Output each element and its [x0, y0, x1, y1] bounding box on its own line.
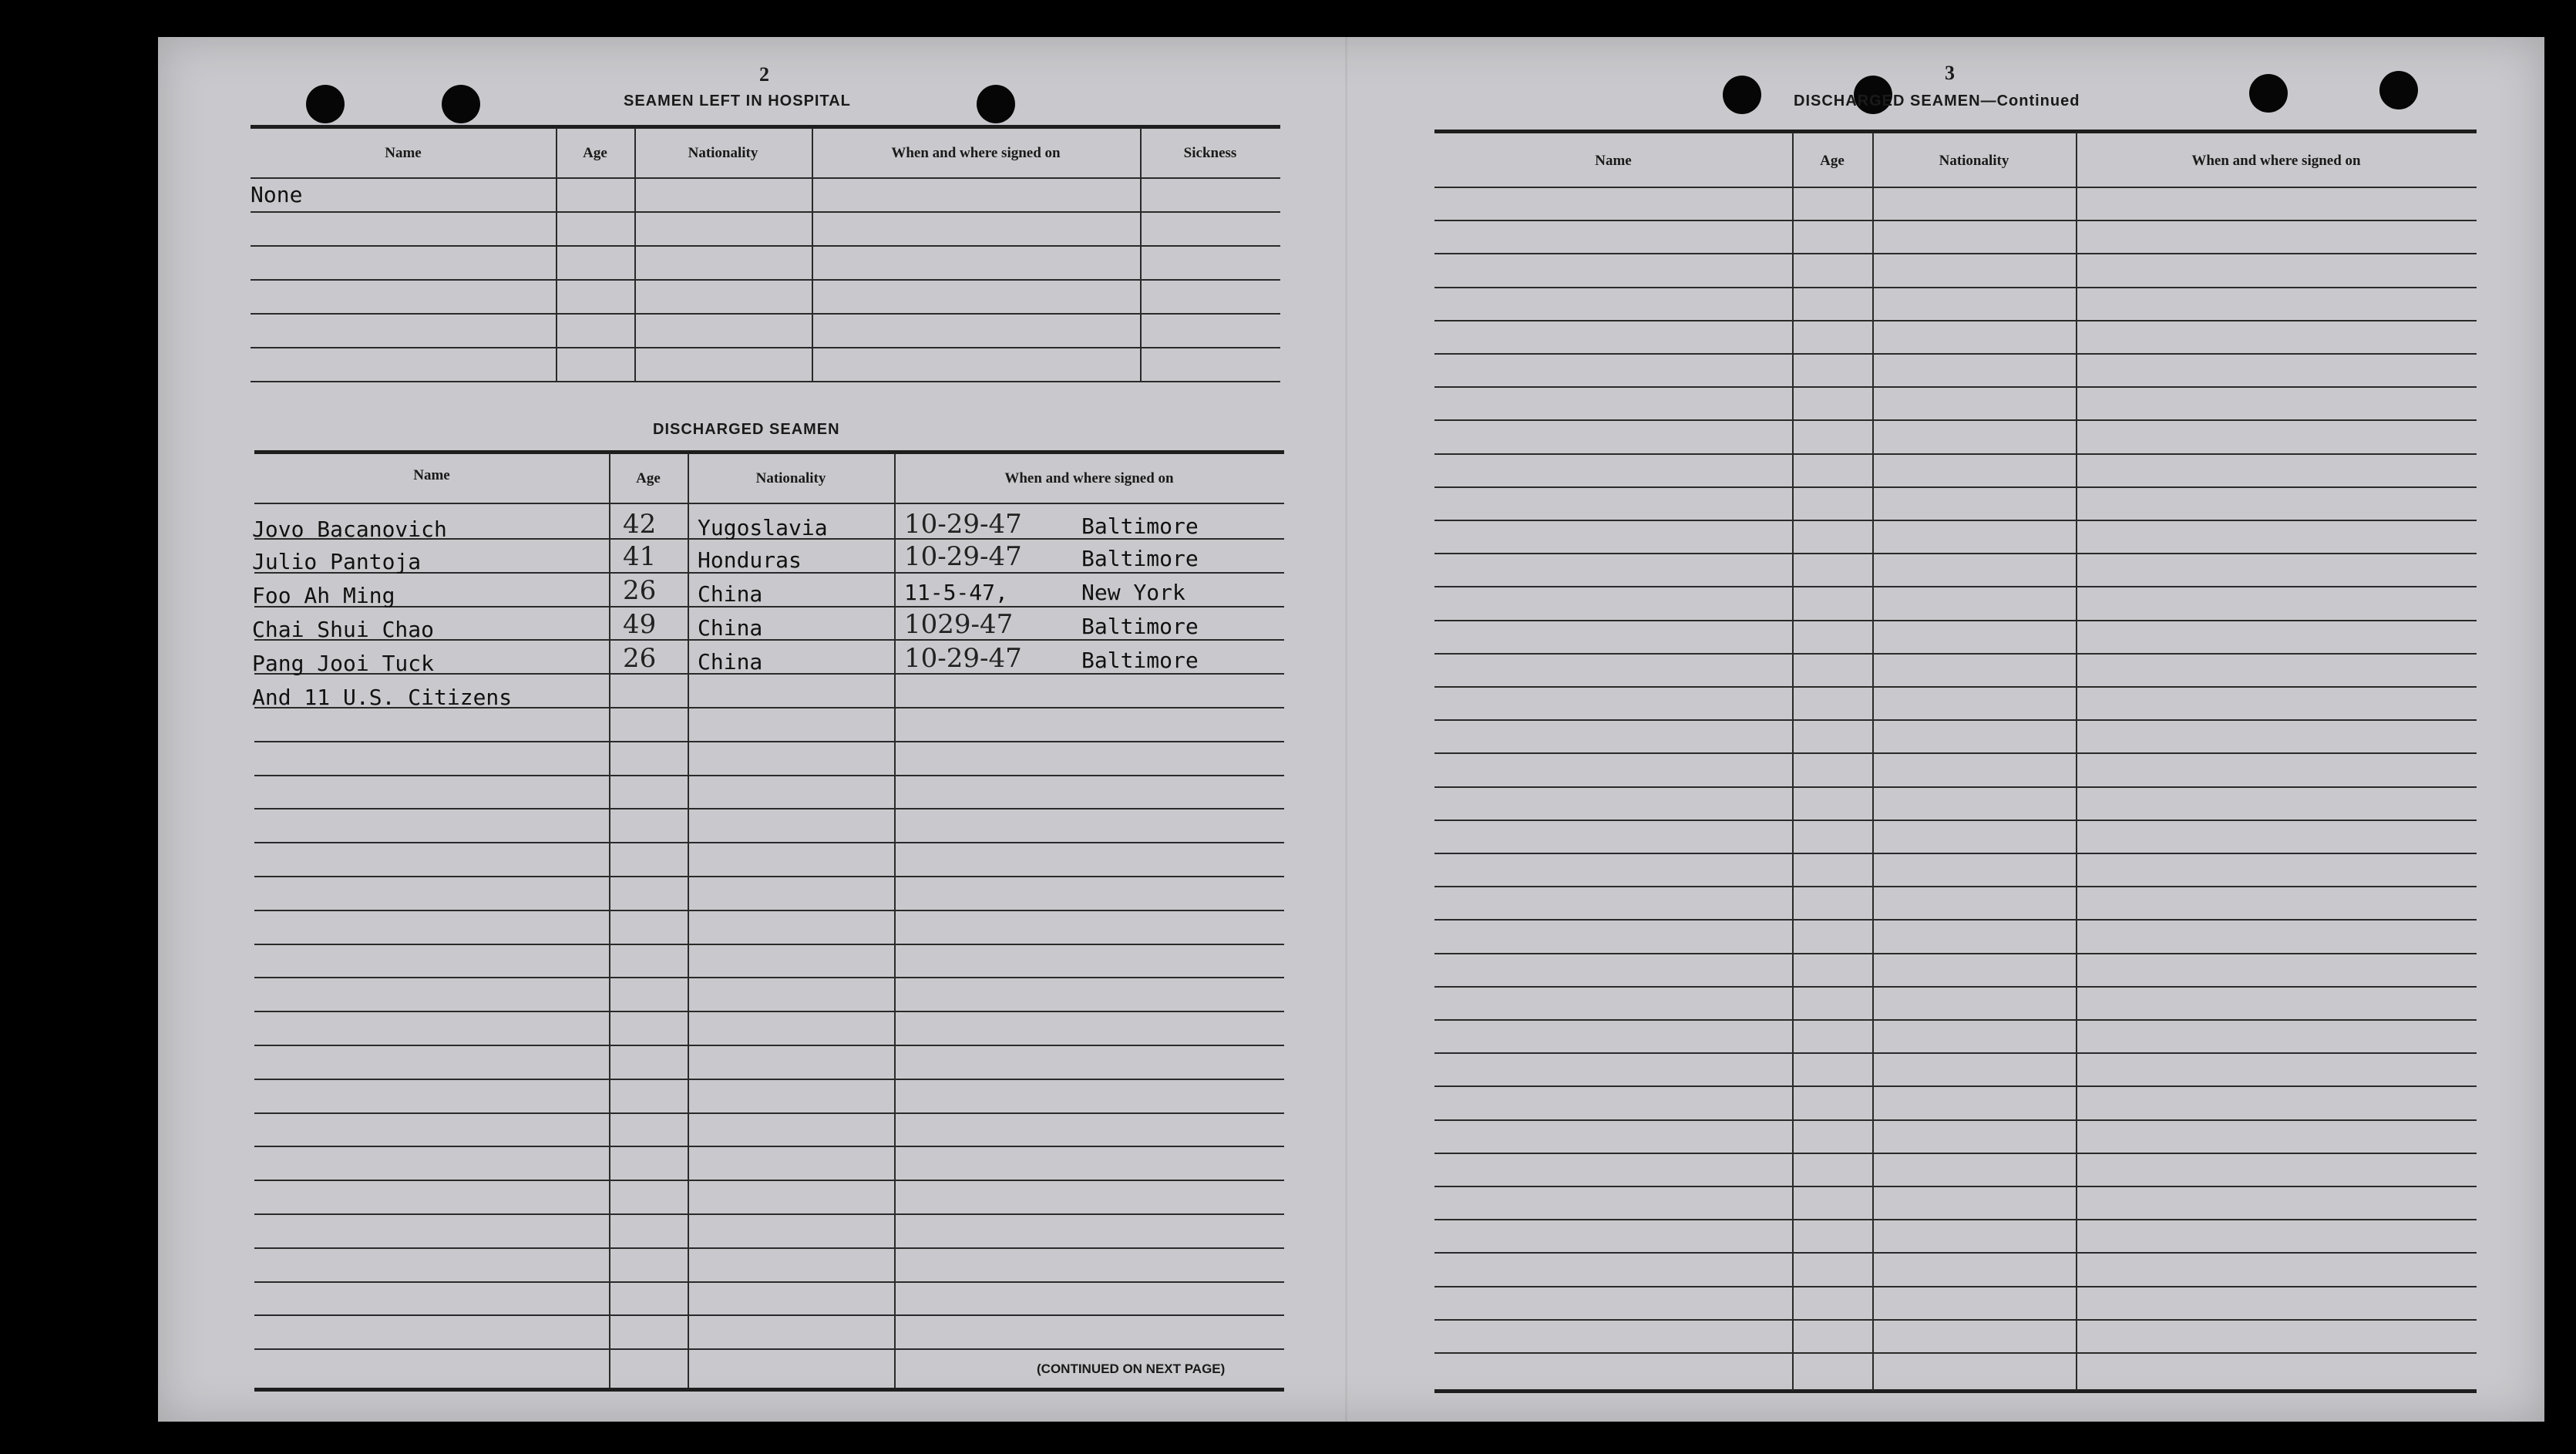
table-bottom-rule [254, 1388, 1284, 1392]
ruled-line [1434, 853, 2477, 854]
seaman-name: Pang Jooi Tuck [252, 651, 435, 676]
signed-on-date: 10-29-47 [904, 509, 1022, 540]
signed-on-date: 10-29-47 [904, 541, 1022, 572]
ruled-line [254, 808, 1284, 809]
ruled-line [1434, 1219, 2477, 1220]
seaman-nationality: China [698, 581, 763, 607]
discharged-section-title: DISCHARGED SEAMEN [653, 421, 840, 438]
ruled-line [1434, 453, 2477, 455]
seaman-age: 26 [623, 575, 657, 606]
ruled-line [1434, 220, 2477, 221]
signed-on-place: Baltimore [1081, 648, 1199, 673]
page-number-left: 2 [759, 63, 769, 86]
hospital-col-nationality: Nationality [688, 145, 758, 161]
ruled-line [1434, 1319, 2477, 1321]
ruled-line [254, 910, 1284, 911]
ruled-line [1434, 287, 2477, 288]
discharged-col-age: Age [636, 470, 661, 486]
ruled-line [1434, 719, 2477, 721]
seaman-nationality: Honduras [698, 547, 802, 573]
ruled-line [254, 1112, 1284, 1114]
ruled-line [1434, 653, 2477, 655]
ruled-line [1434, 786, 2477, 788]
ruled-line [254, 1011, 1284, 1012]
hospital-col-signed-on: When and where signed on [891, 145, 1061, 161]
seaman-name: Julio Pantoja [252, 549, 422, 574]
ruled-line [254, 1146, 1284, 1147]
ruled-line [1434, 752, 2477, 754]
punch-hole [2249, 74, 2288, 113]
signed-on-place: Baltimore [1081, 614, 1199, 639]
continued-col-signed-on: When and where signed on [2191, 153, 2361, 169]
hospital-col-sickness: Sickness [1183, 145, 1237, 161]
ruled-line [254, 1079, 1284, 1080]
ruled-line [1434, 1153, 2477, 1154]
punch-hole [442, 85, 480, 123]
ruled-line [1434, 486, 2477, 488]
signed-on-place: Baltimore [1081, 546, 1199, 571]
ruled-line [1434, 986, 2477, 988]
hospital-section-title: SEAMEN LEFT IN HOSPITAL [624, 93, 851, 109]
seaman-nationality: China [698, 649, 763, 675]
ruled-line [1434, 586, 2477, 587]
ruled-line [254, 1348, 1284, 1350]
ruled-line [254, 741, 1284, 742]
document-sheet [158, 37, 2544, 1422]
ruled-line [1434, 419, 2477, 421]
seaman-name: Jovo Bacanovich [252, 517, 447, 542]
continued-col-name: Name [1595, 153, 1632, 169]
ruled-line [1434, 820, 2477, 821]
punch-hole [2379, 71, 2418, 109]
hospital-entry: None [251, 182, 303, 207]
seaman-name: Chai Shui Chao [252, 617, 435, 642]
ruled-line [1434, 1019, 2477, 1021]
ruled-line [1434, 253, 2477, 254]
ruled-line [1434, 620, 2477, 621]
ruled-line [1434, 1352, 2477, 1354]
citizens-note: And 11 U.S. Citizens [252, 685, 513, 710]
signed-on-date: 11-5-47, [904, 580, 1008, 605]
table-bottom-rule [1434, 1389, 2477, 1393]
ruled-line [1434, 1119, 2477, 1121]
ruled-line [1434, 1252, 2477, 1254]
continued-col-age: Age [1820, 153, 1845, 169]
ruled-line [1434, 919, 2477, 921]
seaman-age: 49 [623, 609, 657, 640]
punch-hole [1723, 76, 1761, 114]
ruled-line [254, 977, 1284, 978]
ruled-line [254, 876, 1284, 877]
ruled-line [1434, 1052, 2477, 1054]
ruled-line [254, 1213, 1284, 1215]
signed-on-place: New York [1081, 580, 1185, 605]
ruled-line [1434, 953, 2477, 954]
page-number-right: 3 [1945, 62, 1955, 84]
ruled-line [1434, 686, 2477, 688]
seaman-name: Foo Ah Ming [252, 583, 395, 608]
discharged-continued-title: DISCHARGED SEAMEN—Continued [1794, 93, 2080, 109]
ruled-line [254, 1045, 1284, 1046]
punch-hole [306, 85, 345, 123]
hospital-col-name: Name [385, 145, 422, 161]
signed-on-date: 1029-47 [904, 609, 1014, 640]
ruled-line [254, 842, 1284, 843]
ruled-line [254, 606, 1284, 608]
signed-on-date: 10-29-47 [904, 643, 1022, 674]
ruled-line [254, 1281, 1284, 1283]
ruled-line [1434, 353, 2477, 355]
ruled-line [1434, 1085, 2477, 1087]
ruled-line [1434, 553, 2477, 554]
ruled-line [1434, 1186, 2477, 1187]
seaman-age: 41 [623, 541, 657, 572]
continued-footer: (CONTINUED ON NEXT PAGE) [1037, 1361, 1226, 1376]
seaman-age: 26 [623, 643, 657, 674]
seaman-age: 42 [623, 509, 657, 540]
punch-hole [977, 85, 1015, 123]
continued-col-nationality: Nationality [1939, 153, 2009, 169]
hospital-col-age: Age [583, 145, 607, 161]
seaman-nationality: China [698, 615, 763, 641]
seaman-nationality: Yugoslavia [698, 515, 828, 540]
ruled-line [1434, 520, 2477, 521]
discharged-col-name: Name [413, 467, 450, 483]
ruled-line [254, 1180, 1284, 1181]
ruled-line [1434, 886, 2477, 887]
ruled-line [1434, 187, 2477, 188]
ruled-line [1434, 386, 2477, 388]
ruled-line [254, 1247, 1284, 1249]
ruled-line [254, 944, 1284, 945]
ruled-line [1434, 1286, 2477, 1287]
ruled-line [254, 775, 1284, 776]
ruled-line [254, 1314, 1284, 1316]
ruled-line [1434, 320, 2477, 321]
signed-on-place: Baltimore [1081, 513, 1199, 539]
center-fold [1345, 37, 1347, 1422]
discharged-col-nationality: Nationality [755, 470, 826, 486]
discharged-col-signed-on: When and where signed on [1004, 470, 1174, 486]
